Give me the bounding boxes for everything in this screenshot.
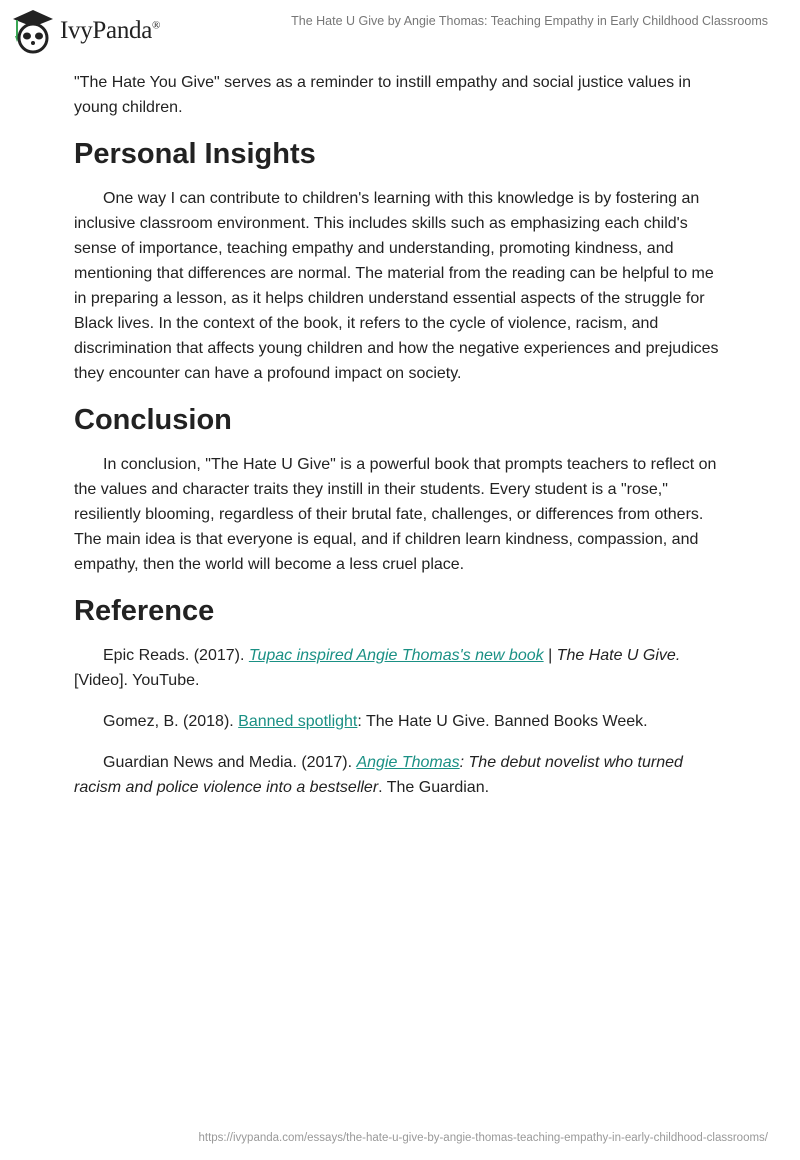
ivypanda-logo[interactable] [12,8,160,54]
reference-text: | [543,647,557,664]
section-heading-personal-insights: Personal Insights [74,138,316,170]
personal-insights-paragraph: One way I can contribute to children's learning with this knowledge is by fostering an inclusive classroom environment. This includes skills such as emphasizing each child's sense of importance, teaching empathy and understanding, promoting kindness, and mentioning that differences are normal. The material from the reading can be helpful to me in preparing a lesson, as it helps children understand essential aspects of the struggle for Black lives. In the context of the book, it refers to the cycle of violence, racism, and discrimination that affects young children and how the negative experiences and prejudices they encounter can have a profound impact on society. [74,190,719,382]
reference-item [74,709,726,734]
reference-text: : The Hate U Give. Banned Books Week. [357,713,648,730]
section-heading-reference: Reference [74,595,215,627]
panda-graduate-icon [12,8,54,54]
reference-text: [Video]. YouTube. [74,672,200,689]
conclusion-paragraph: In conclusion, "The Hate U Give" is a powerful book that prompts teachers to reflect on the values and character traits they instill in their students. Every student is a "rose," resiliently blooming, regardless of their brutal fate, challenges, or differences from others. The main idea is that everyone is equal, and if children learn kindness, compassion, and empathy, then the world will become a less cruel place. [74,456,717,573]
reference-text: Epic Reads. (2017). [103,647,249,664]
reference-item [74,643,726,693]
reference-text: Gomez, B. (2018). [103,713,239,730]
reference-link[interactable]: Angie Thomas [356,754,460,771]
reference-title: : The debut novelist who turned racism and police violence into a bestseller [74,754,683,796]
reference-link[interactable]: Tupac inspired Angie Thomas's new book [248,647,544,664]
logo-text: IvyPanda® [60,17,161,44]
reference-text: . The Guardian. [378,779,490,796]
intro-paragraph-tail: "The Hate You Give" serves as a reminder to instill empathy and social justice values in young children. [74,74,691,116]
reference-title: The Hate U Give. [556,647,681,664]
reference-text: Guardian News and Media. (2017). [103,754,357,771]
document-title: The Hate U Give by Angie Thomas: Teaching Empathy in Early Childhood Classrooms [291,14,768,28]
footer-url: https://ivypanda.com/essays/the-hate-u-give-by-angie-thomas-teaching-empathy-in-early-childhood-classrooms/ [198,1132,768,1144]
reference-link[interactable]: Banned spotlight [238,713,358,730]
section-heading-conclusion: Conclusion [74,404,232,436]
essay-content [74,70,726,816]
reference-item [74,750,726,800]
